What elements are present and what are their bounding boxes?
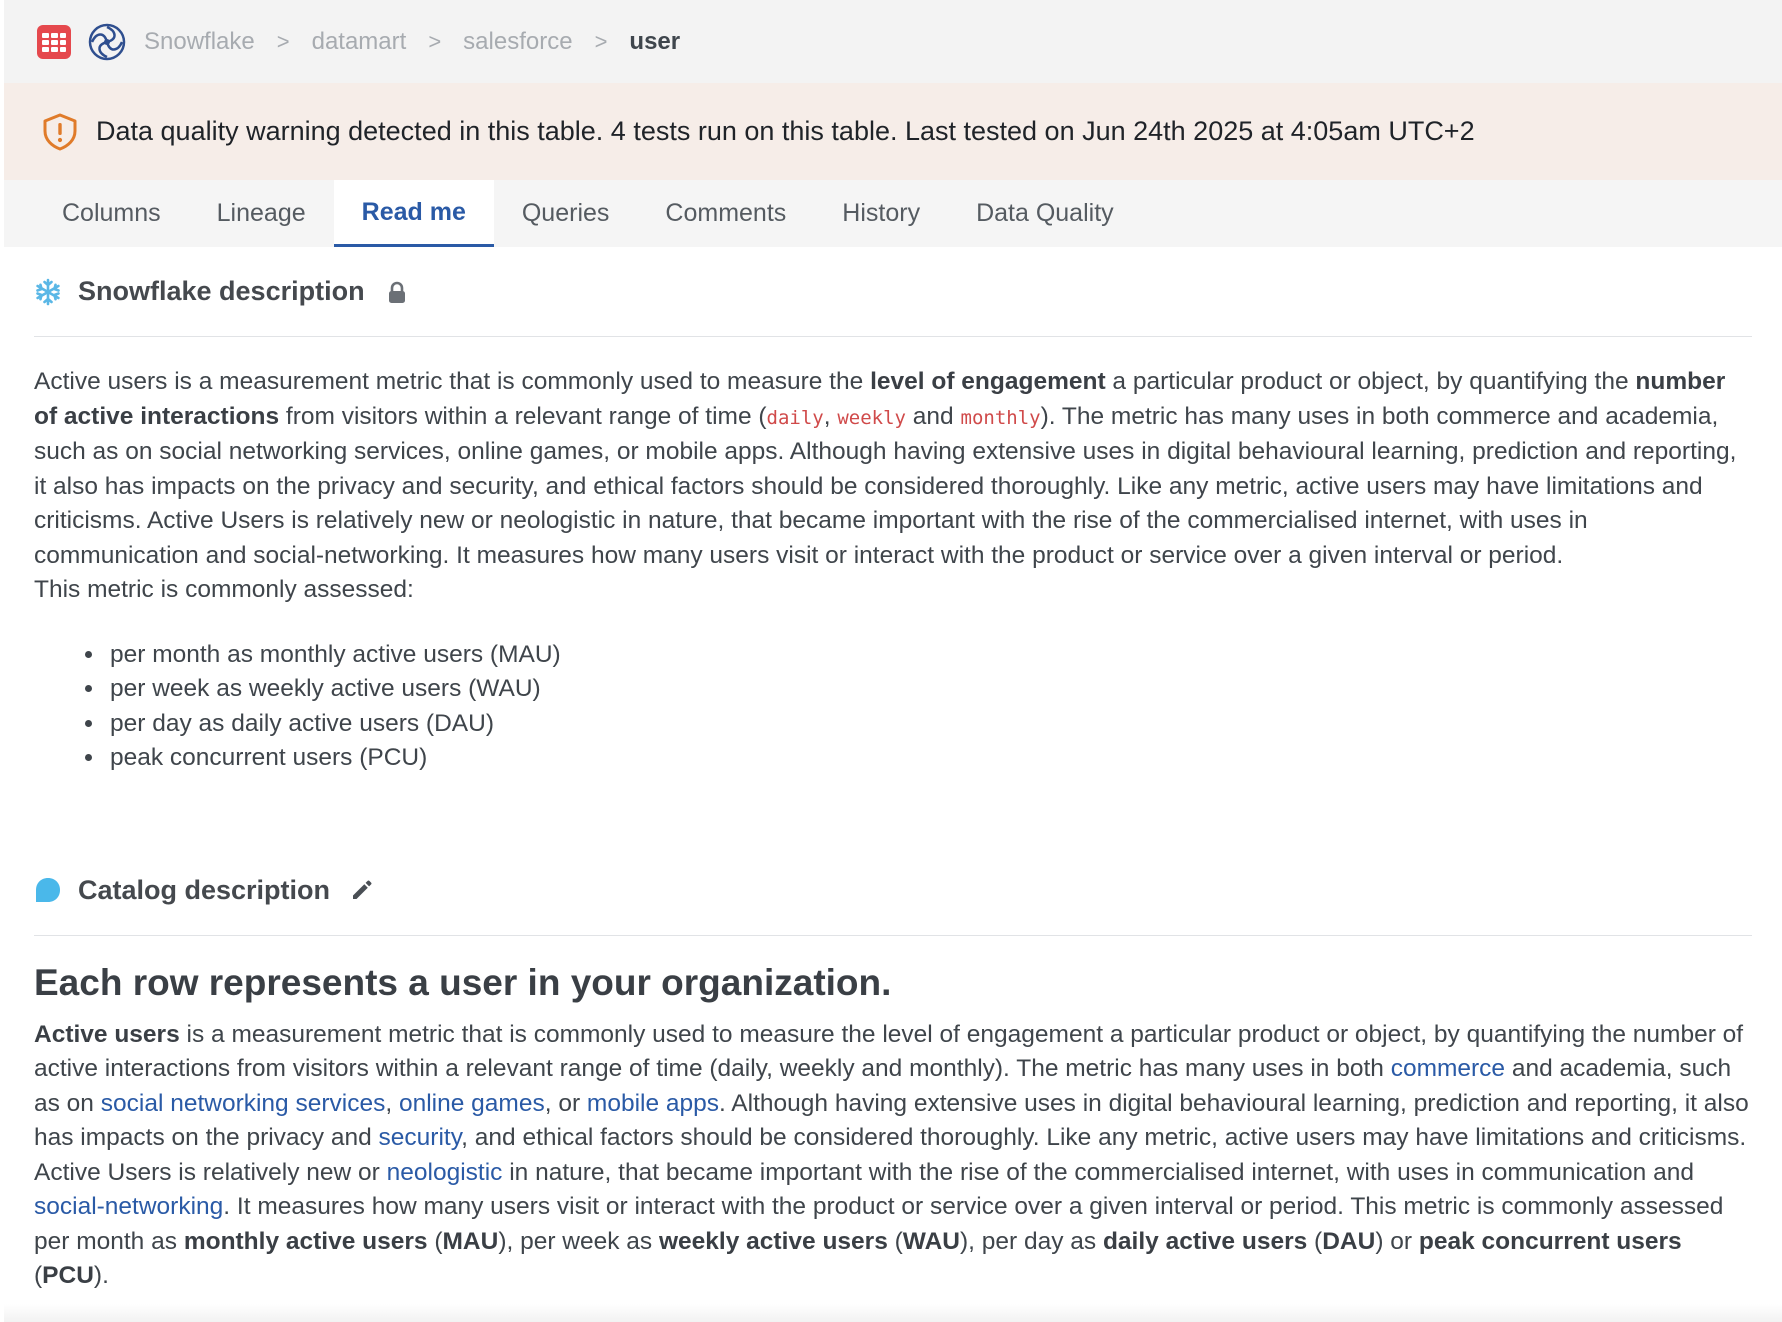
catalog-description	[34, 846, 1752, 1294]
bold-text: weekly active users	[659, 1227, 888, 1255]
breadcrumb-item[interactable]: Snowflake	[144, 27, 255, 55]
bold-text: monthly active users	[183, 1227, 428, 1255]
text: ), per day as	[959, 1227, 1103, 1255]
section-title: Snowflake description	[78, 276, 365, 306]
text: , or	[544, 1089, 587, 1117]
tab-history[interactable]: History	[842, 199, 921, 227]
scroll-fade	[4, 1304, 1782, 1322]
bold-text: number of active interactions	[34, 368, 1726, 430]
text: , and ethical factors should be considered thoroughly. Like any metric, active users may have limitations and criticisms. Active Users is relatively new or	[34, 1124, 1747, 1186]
text: (	[34, 1262, 43, 1289]
list-item: • peak concurrent users (PCU)	[106, 741, 1752, 776]
link-commerce[interactable]: commerce	[1390, 1055, 1506, 1082]
text: ).	[93, 1262, 109, 1289]
text: (	[427, 1227, 443, 1255]
text: ). The metric has many uses in both commerce and academia, such as on social networking services, online games, or mobile apps. Although having extensive uses in digital behavioural learning, prediction and reporting, it also has impacts on the privacy and security, and ethical factors should be considered thoroughly. Like any metric, active users may have limitations and criticisms. Active Users is relatively new or neologistic in nature, that became important with the rise of the commercialised internet, with uses in communication and social-networking. It measures how many users visit or interact with the product or service over a given interval or period.	[34, 402, 1737, 569]
breadcrumb-separator: >	[276, 28, 290, 54]
text: a particular product or object, by quantifying the	[1105, 368, 1636, 395]
bold-text: DAU	[1322, 1227, 1376, 1255]
text: (	[887, 1227, 903, 1255]
breadcrumb-item[interactable]: datamart	[311, 27, 407, 55]
warning-message: Data quality warning detected in this table. 4 tests run on this table. Last tested on Jun 24th 2025 at 4:05am UTC+2	[96, 116, 1475, 146]
text: . It measures how many users visit or interact with the product or service over a given interval or period. This metric is commonly assessed per month as	[34, 1193, 1724, 1255]
link-online-games[interactable]: online games	[398, 1089, 545, 1117]
tab-lineage[interactable]: Lineage	[216, 199, 306, 227]
bold-text: peak concurrent users	[1418, 1227, 1682, 1255]
text: from visitors within a relevant range of time (	[279, 402, 767, 430]
catalog-description-header	[34, 846, 1752, 936]
section-title: Catalog description	[78, 874, 331, 905]
list-item: • per month as monthly active users (MAU)	[106, 638, 1752, 673]
pencil-icon[interactable]	[350, 878, 374, 902]
text: and	[906, 402, 961, 430]
text: . Although having extensive uses in digital behavioural learning, prediction and reporting, it also has impacts on the privacy and	[34, 1089, 1749, 1151]
tab-queries[interactable]: Queries	[521, 199, 610, 227]
breadcrumb	[4, 0, 1782, 83]
text: ), per week as	[498, 1227, 659, 1255]
breadcrumb-current: user	[629, 27, 681, 55]
tab-comments[interactable]: Comments	[665, 199, 787, 227]
assessment-list	[106, 638, 1752, 776]
link-security[interactable]: security	[378, 1124, 462, 1151]
tab-columns[interactable]: Columns	[62, 199, 161, 227]
text: ,	[823, 402, 838, 430]
link-social-networking[interactable]: social-networking	[34, 1193, 224, 1220]
text: is a measurement metric that is commonly used to measure the level of engagement a particular product or object, by quantifying the number of active interactions from visitors within a relevant range of time (daily, weekly and monthly). The metric has many uses in both	[34, 1020, 1744, 1082]
text: ,	[385, 1089, 399, 1117]
snowflake-description-body	[34, 337, 1752, 776]
list-item: • per day as daily active users (DAU)	[106, 707, 1752, 742]
data-quality-warning-banner	[4, 83, 1782, 180]
tab-data-quality[interactable]: Data Quality	[976, 199, 1114, 227]
bold-text: WAU	[902, 1227, 960, 1255]
tab-read-me[interactable]: Read me	[334, 180, 494, 247]
snowflake-description-paragraph: This metric is commonly assessed:	[34, 576, 414, 603]
snowflake-description-paragraph	[34, 365, 1752, 573]
breadcrumb-separator: >	[594, 28, 608, 54]
text: and academia, such as on	[34, 1055, 1732, 1117]
list-item: • per week as weekly active users (WAU)	[106, 672, 1752, 707]
link-mobile-apps[interactable]: mobile apps	[586, 1089, 720, 1117]
snowflake-icon	[34, 278, 62, 306]
bold-text: MAU	[442, 1227, 499, 1255]
link-social-networking-services[interactable]: social networking services	[100, 1089, 386, 1117]
speech-bubble-icon	[34, 876, 62, 904]
bold-text: Active users	[34, 1020, 180, 1048]
catalog-description-paragraph	[34, 1018, 1752, 1294]
text: in nature, that became important with the rise of the commercialised internet, with uses in communication and	[502, 1158, 1694, 1186]
breadcrumb-separator: >	[428, 28, 442, 54]
lock-icon	[385, 280, 409, 304]
inline-code: weekly	[837, 406, 906, 429]
catalog-heading: Each row represents a user in your organization.	[34, 961, 892, 1003]
link-neologistic[interactable]: neologistic	[386, 1158, 503, 1186]
inline-code: daily	[766, 406, 824, 429]
breadcrumb-item[interactable]: salesforce	[463, 27, 573, 55]
text: Active users is a measurement metric that is commonly used to measure the	[34, 368, 871, 395]
tab-bar	[4, 180, 1782, 247]
snowflake-description-header	[34, 247, 1752, 337]
table-grid-icon[interactable]	[36, 24, 72, 60]
text: ) or	[1375, 1227, 1419, 1255]
text: (	[1307, 1227, 1323, 1255]
snowflake-swirl-icon[interactable]	[88, 23, 126, 61]
read-me-content	[4, 247, 1782, 1294]
bold-text: PCU	[42, 1262, 94, 1289]
inline-code: monthly	[960, 406, 1041, 429]
page	[4, 0, 1782, 1322]
bold-text: level of engagement	[870, 368, 1106, 395]
shield-alert-icon	[42, 113, 78, 151]
bold-text: daily active users	[1102, 1227, 1308, 1255]
